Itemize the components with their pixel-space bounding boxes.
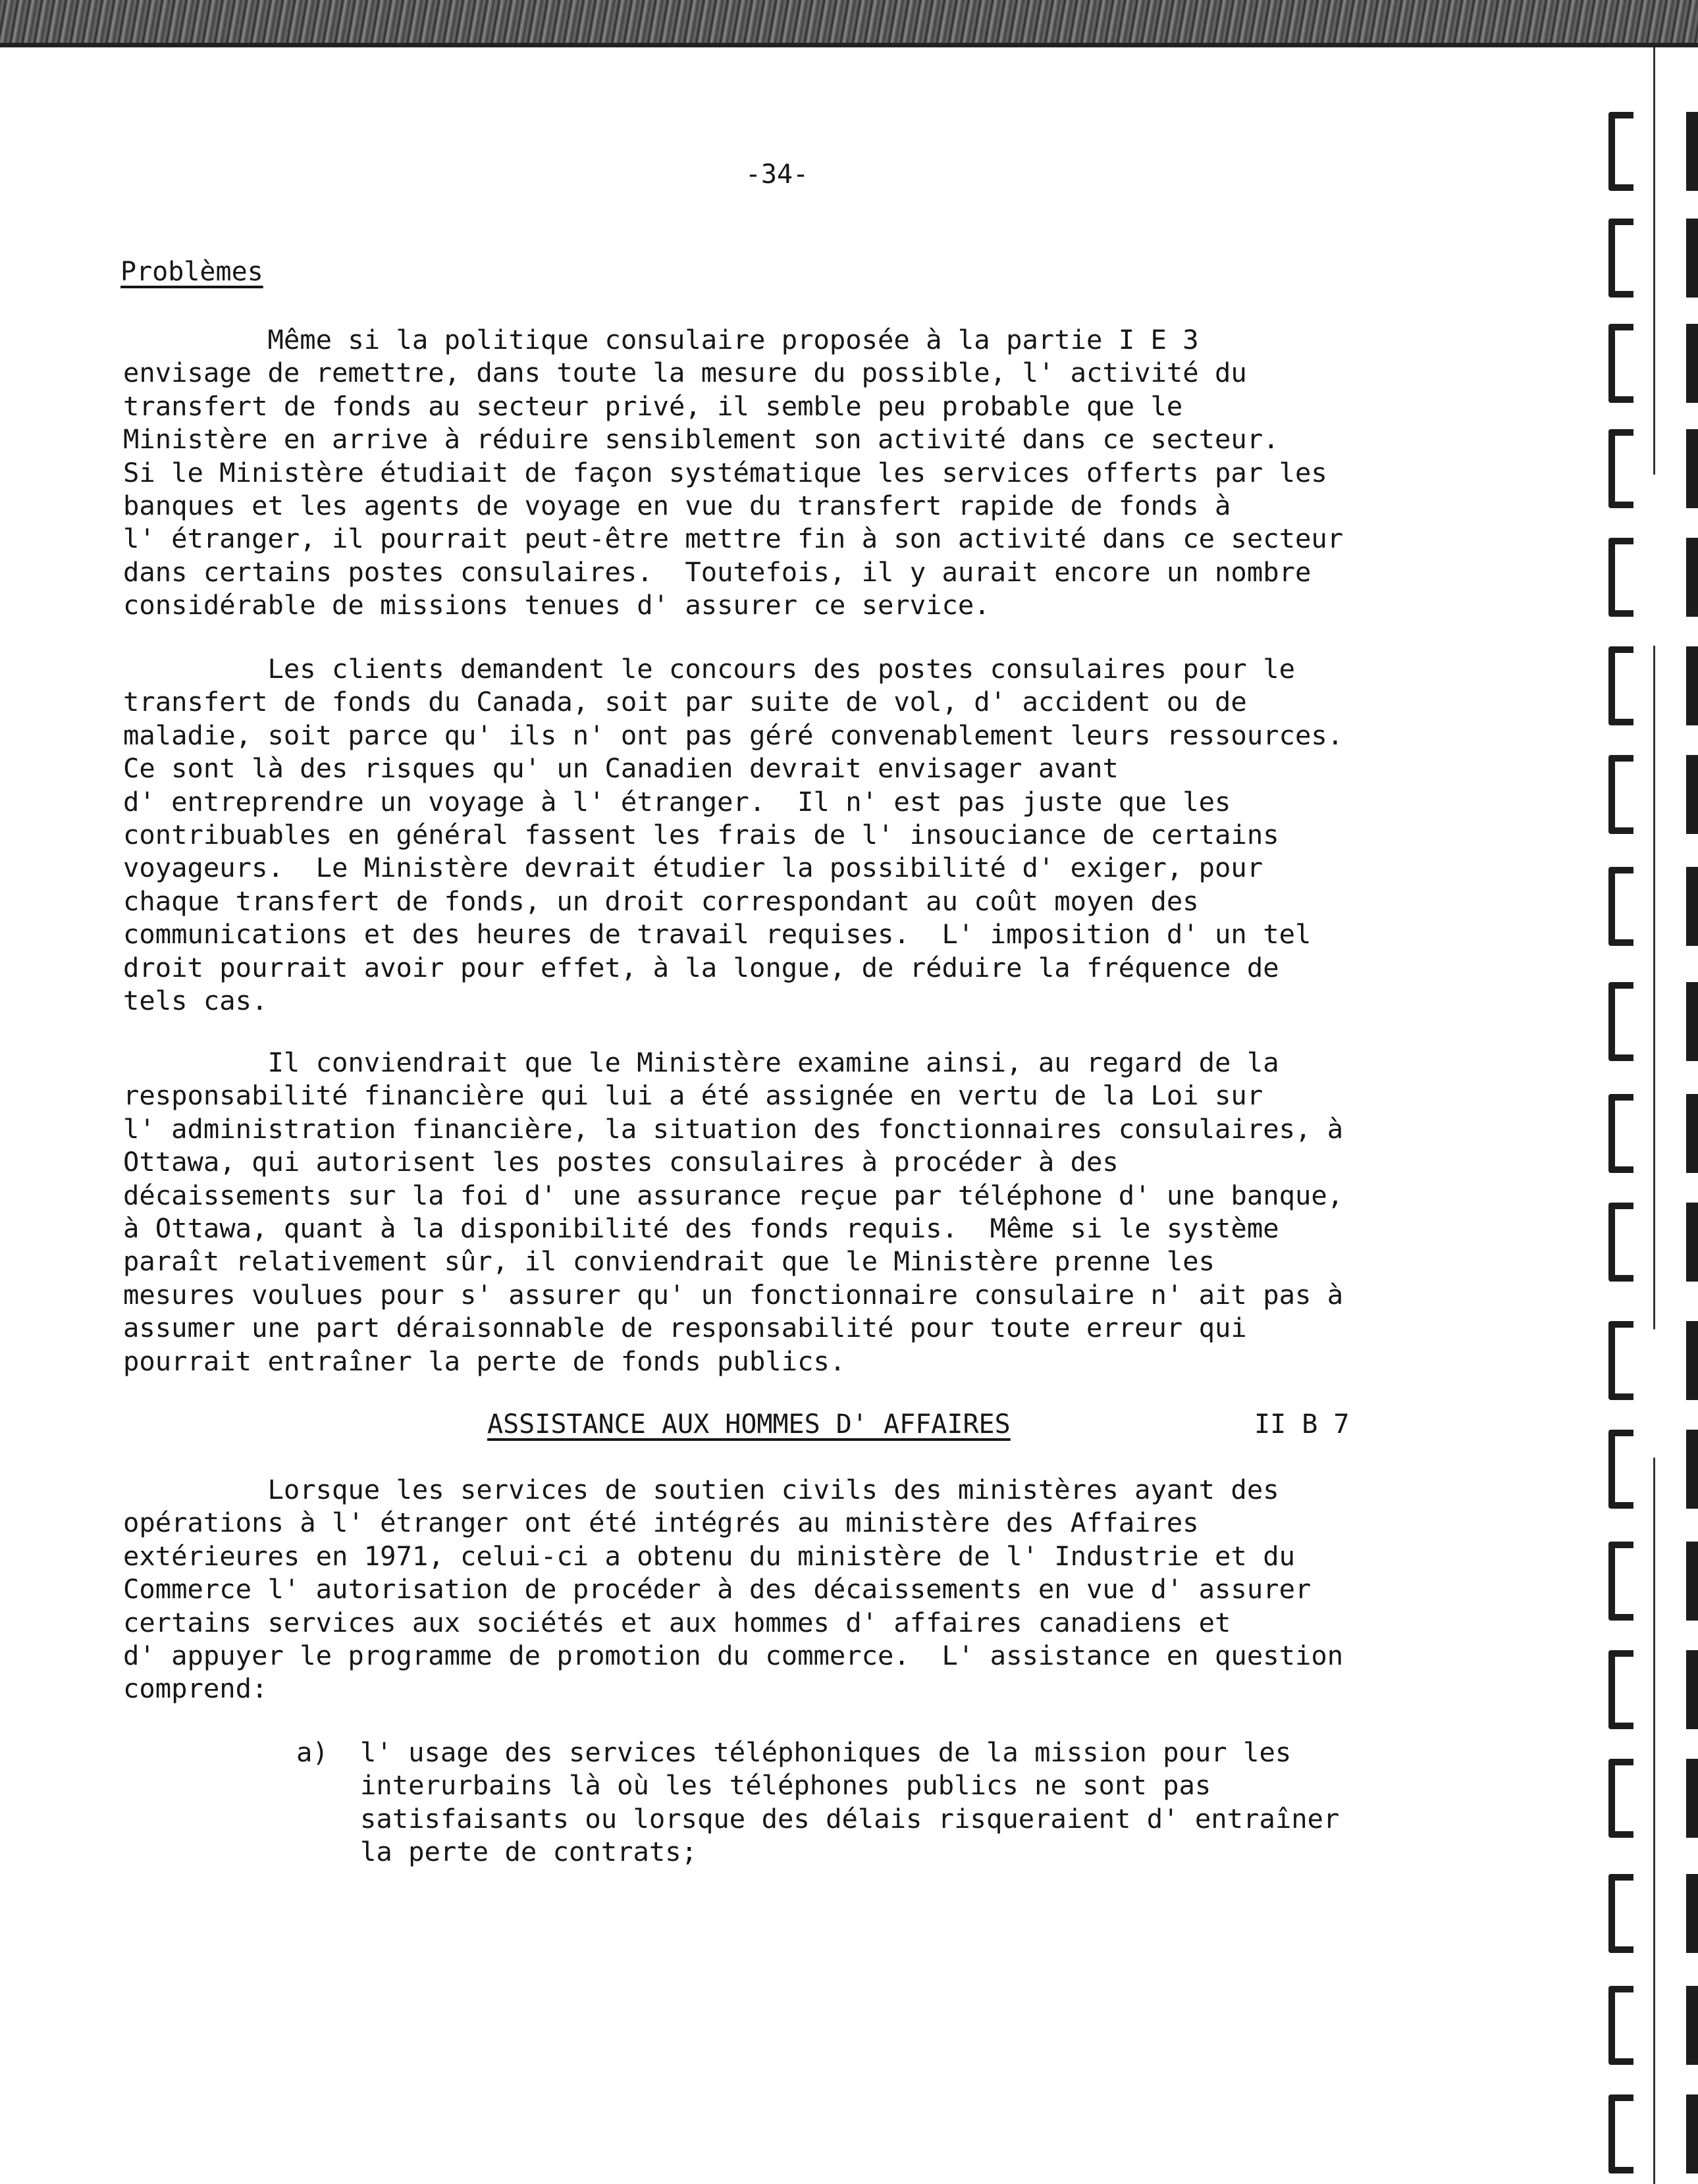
binding-ring-edge [1686, 1094, 1698, 1173]
binding-ring [1608, 1874, 1633, 1953]
binding-ring-edge [1686, 646, 1698, 725]
paragraph-3: Il conviendrait que le Ministère examine ainsi, au regard de la responsabilité financière qui lui a été assignée en vertu de la Loi sur l' administration financière, la situation des fonctionnaires consulaires, à Ottawa, qui autorisent les postes consulaires à procéder à des décaissements sur la foi d' une assurance reçue par téléphone d' une banque, à Ottawa, quant à la disponibilité des fonds requis. Même si le système paraît relativement sûr, il conviendrait que le Ministère prenne les mesures voulues pour s' assurer qu' un fonctionnaire consulaire n' ait pas à assumer une part déraisonnable de responsabilité pour toute erreur qui pourrait entraîner la perte de fonds publics. [123, 1047, 1344, 1377]
binding-ring-edge [1686, 1321, 1698, 1400]
binding-ring-edge [1686, 867, 1698, 946]
binding-ring [1608, 1094, 1633, 1173]
binding-ring-edge [1686, 1759, 1698, 1838]
paragraph-2: Les clients demandent le concours des postes consulaires pour le transfert de fonds du Canada, soit par suite de vol, d' accident ou de maladie, soit parce qu' ils n' ont pas géré convenablement leurs ressources. Ce sont là des risques qu' un Canadien devrait envisager avant d' entreprendre un voyage à l' étranger. Il n' est pas juste que les contribuables en général fassent les frais de l' insouciance de certains voyageurs. Le Ministère devrait étudier la possibilité d' exiger, pour chaque transfert de fonds, un droit correspondant au coût moyen des communications et des heures de travail requises. L' imposition d' un tel droit pourrait avoir pour effet, à la longue, de réduire la fréquence de tels cas. [123, 653, 1344, 1017]
binding-ring-edge [1686, 324, 1698, 403]
binding-ring-edge [1686, 1203, 1698, 1282]
heading-code: II B 7 [1254, 1409, 1350, 1440]
binding-ring-edge [1686, 2094, 1698, 2173]
binding-ring [1608, 982, 1633, 1061]
binding-ring [1608, 2094, 1633, 2173]
binding-ring-edge [1686, 755, 1698, 834]
section-title: Problèmes [120, 257, 263, 287]
binding-ring [1608, 1759, 1633, 1838]
binding-ring-edge [1686, 1542, 1698, 1621]
binding-spine-line [1653, 47, 1655, 2184]
paragraph-4: Lorsque les services de soutien civils des ministères ayant des opérations à l' étranger ont été intégrés au ministère des Affaires extérieures en 1971, celui-ci a obtenu du ministère de l' Industrie et du Commerce l' autorisation de procéder à des décaissements en vue d' assurer certains services aux sociétés et aux hommes d' affaires canadiens et d' appuyer le programme de promotion du commerce. L' assistance en question comprend: [123, 1474, 1344, 1705]
binding-ring [1608, 1650, 1633, 1729]
binding-ring [1608, 324, 1633, 403]
binding-ring [1608, 867, 1633, 946]
heading-title: ASSISTANCE AUX HOMMES D' AFFAIRES [487, 1409, 1011, 1440]
binding-ring-edge [1686, 219, 1698, 298]
binding-ring [1608, 112, 1633, 191]
binding-ring [1608, 219, 1633, 298]
binding-ring [1608, 1430, 1633, 1509]
page-number: -34- [745, 159, 809, 190]
binding-ring-edge [1686, 1874, 1698, 1953]
binding-ring-edge [1686, 538, 1698, 617]
scan-edge-strip [0, 0, 1698, 47]
binding-ring-edge [1686, 982, 1698, 1061]
binding-ring [1608, 538, 1633, 617]
binding-ring [1608, 1542, 1633, 1621]
list-text: l' usage des services téléphoniques de la mission pour les interurbains là où les téléphones publics ne sont pas satisfaisants ou lorsque des délais risqueraient d' entraîner la perte de contrats; [360, 1736, 1340, 1868]
binding-ring [1608, 1321, 1633, 1400]
binding-ring [1608, 1203, 1633, 1282]
list-marker: a) [296, 1736, 329, 1768]
binding-ring-edge [1686, 429, 1698, 508]
paragraph-1: Même si la politique consulaire proposée à la partie I E 3 envisage de remettre, dans toute la mesure du possible, l' activité du transfert de fonds au secteur privé, il semble peu probable que le Ministère en arrive à réduire sensiblement son activité dans ce secteur. Si le Ministère étudiait de façon systématique les services offerts par les banques et les agents de voyage en vue du transfert rapide de fonds à l' étranger, il pourrait peut-être mettre fin à son activité dans ce secteur dans certains postes consulaires. Toutefois, il y aurait encore un nombre considérable de missions tenues d' assurer ce service. [123, 324, 1344, 621]
binding-ring-edge [1686, 1650, 1698, 1729]
binding-ring-edge [1686, 1430, 1698, 1509]
binding-ring [1608, 429, 1633, 508]
binding-ring [1608, 755, 1633, 834]
spiral-binding [1599, 47, 1698, 2184]
binding-ring [1608, 646, 1633, 725]
binding-ring [1608, 1986, 1633, 2065]
binding-ring-edge [1686, 112, 1698, 191]
binding-ring-edge [1686, 1986, 1698, 2065]
